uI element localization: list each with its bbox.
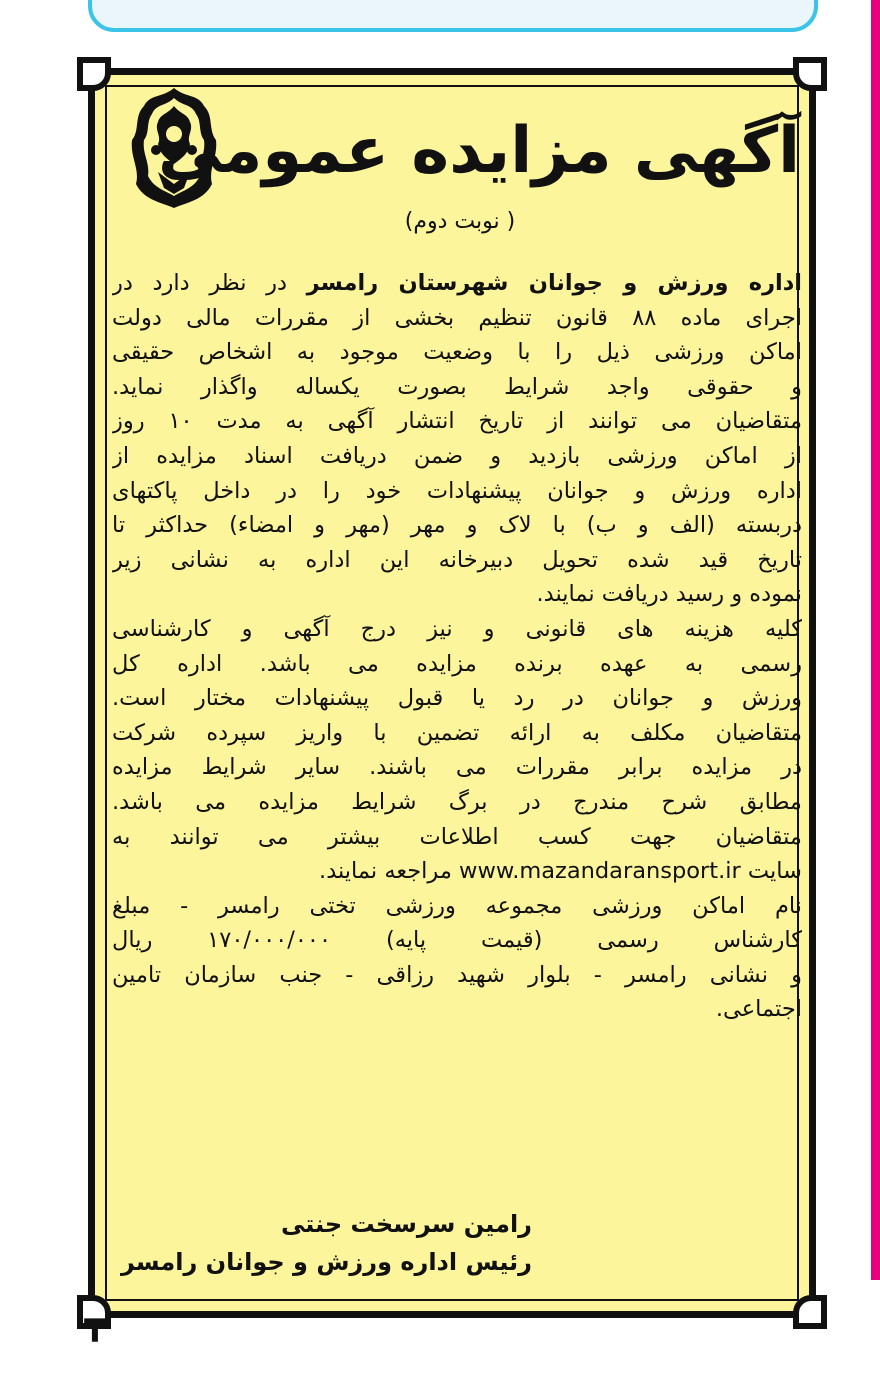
notice-line-text: و نشانی رامسر - بلوار شهید رزاقی - جنب سازمان تامین	[112, 961, 802, 988]
frame-corner-ornament	[793, 57, 827, 91]
notice-line	[112, 301, 802, 336]
notice-line-text: اماکن ورزشی ذیل را با وضعیت موجود به اشخاص حقیقی	[112, 339, 802, 366]
notice-line-text: نموده و رسید دریافت نمایند.	[536, 581, 802, 608]
notice-line	[112, 716, 802, 751]
notice-line	[112, 404, 802, 439]
notice-subtitle: ( نوبت دوم)	[404, 209, 516, 234]
notice-line-text: اداره ورزش و جوانان پیشنهادات خود را در داخل پاکتهای	[112, 477, 802, 504]
notice-title: آگهی مزایده عمومی	[158, 114, 800, 188]
notice-line-text: نام اماکن ورزشی مجموعه ورزشی تختی رامسر - مبلغ	[112, 892, 802, 919]
notice-line-text: رسمی به عهده برنده مزایده می باشد. اداره کل	[112, 650, 802, 677]
notice-line	[112, 335, 802, 370]
notice-line-text: اجرای ماده ۸۸ قانون تنظیم بخشی از مقررات مالی دولت	[112, 304, 802, 331]
signer-title: رئیس اداره ورزش و جوانان رامسر	[121, 1248, 532, 1276]
notice-line	[112, 474, 802, 509]
notice-line-text: اجتماعی.	[715, 996, 802, 1023]
notice-line-text: از اماکن ورزشی بازدید و ضمن دریافت اسناد مزایده از	[112, 442, 802, 469]
notice-line	[112, 647, 802, 682]
notice-line	[112, 543, 802, 578]
notice-line	[112, 958, 802, 993]
notice-line-text: متقاضیان می توانند از تاریخ انتشار آگهی به مدت ۱۰ روز	[112, 408, 802, 435]
notice-line-text: و حقوقی واجد شرایط بصورت یکساله واگذار نماید.	[112, 373, 802, 400]
notice-line-text: متقاضیان جهت کسب اطلاعات بیشتر می توانند به	[112, 823, 802, 850]
notice-line	[112, 923, 802, 958]
notice-line-text: در مزایده برابر مقررات می باشند. سایر شرایط مزایده	[112, 754, 802, 781]
notice-line	[112, 370, 802, 405]
notice-line	[112, 508, 802, 543]
notice-line	[112, 854, 802, 889]
top-banner-panel	[88, 0, 818, 32]
frame-corner-ornament	[793, 1295, 827, 1329]
page-mark: T	[84, 1312, 106, 1350]
notice-line-text: کلیه هزینه های قانونی و نیز درج آگهی و کارشناسی	[112, 615, 802, 642]
notice-line	[112, 992, 802, 1027]
notice-line-text: سایت www.mazandaransport.ir مراجعه نمایند.	[319, 858, 802, 885]
notice-line	[112, 577, 802, 612]
notice-line-text: کارشناس رسمی (قیمت پایه) ۱۷۰/۰۰۰/۰۰۰ ریال	[112, 927, 802, 954]
notice-body	[112, 266, 802, 1027]
notice-line	[112, 785, 802, 820]
notice-line-text: دربسته (الف و ب) با لاک و مهر (مهر و امضاء) حداکثر تا	[112, 512, 802, 539]
office-name-bold: اداره ورزش و جوانان شهرستان رامسر	[306, 270, 802, 296]
notice-line	[112, 750, 802, 785]
notice-line	[112, 820, 802, 855]
notice-line-text: تاریخ قید شده تحویل دبیرخانه این اداره به نشانی زیر	[112, 546, 802, 573]
notice-line	[112, 266, 802, 301]
notice-line-text: مطابق شرح مندرج در برگ شرایط مزایده می باشد.	[112, 788, 802, 815]
notice-line	[112, 439, 802, 474]
notice-line-text: ورزش و جوانان در رد یا قبول پیشنهادات مختار است.	[112, 685, 802, 712]
notice-line	[112, 681, 802, 716]
notice-line-text: متقاضیان مکلف به ارائه تضمین با واریز سپرده شرکت	[112, 719, 802, 746]
signer-name: رامین سرسخت جنتی	[280, 1210, 532, 1238]
notice-line	[112, 612, 802, 647]
side-color-strip	[871, 0, 880, 1280]
notice-line-text: در نظر دارد در	[112, 270, 307, 296]
notice-line	[112, 889, 802, 924]
